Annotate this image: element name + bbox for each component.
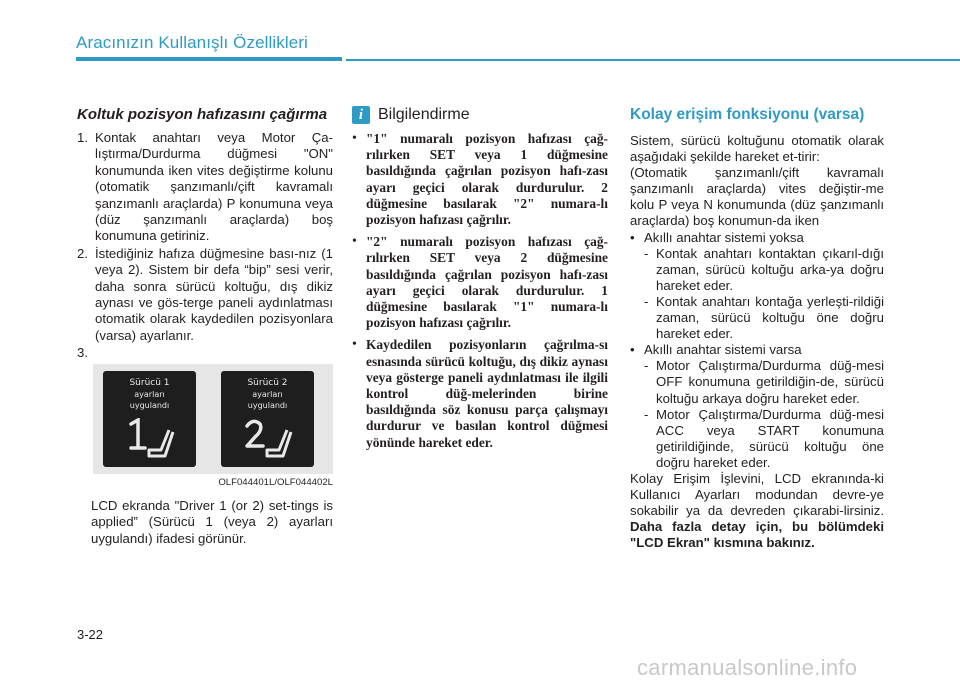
step-3 [77, 345, 333, 361]
seat-memory-title: Koltuk pozisyon hafızasını çağırma [77, 106, 328, 123]
sub-item [644, 407, 884, 471]
lcd-caption: LCD ekranda "Driver 1 (or 2) set-tings is applied” (Sürücü 1 (veya 2) ayarları uygulandı) ifadesi görünür. [91, 497, 333, 546]
sub-dash: - [644, 406, 649, 422]
bullet-text: Akıllı anahtar sistemi yoksa [644, 229, 804, 245]
info-bullet [352, 234, 608, 331]
sub-item [644, 294, 884, 342]
step-number: 2. [77, 245, 88, 261]
info-bullet-text: "2" numaralı pozisyon hafızası çağ-rılırken SET veya 2 düğmesine basıldığında çağrılan pozisyon hafı-zası ayarı geçici olarak durdurulur. 1 düğmesine basılarak "1" numara-lı pozisyon hafızası çağrılır. [366, 234, 608, 331]
info-icon: i [352, 106, 370, 124]
bullet-text: Akıllı anahtar sistemi varsa [644, 342, 802, 358]
sub-text: Motor Çalıştırma/Durdurma düğ-mesi OFF konumuna getirildiğin-de, sürücü koltuğu arkaya doğru hareket eder. [656, 358, 884, 406]
step-number: 1. [77, 130, 88, 145]
sub-text: Kontak anahtarı kontağa yerleşti-rildiği zaman, sürücü koltuğu öne doğru hareket eder. [656, 293, 884, 342]
column-easy-access [630, 106, 884, 551]
section-header-title: Aracınızın Kullanışlı Özellikleri [76, 33, 308, 52]
lcd-line: ayarları [252, 389, 283, 399]
sub-dash: - [644, 245, 649, 261]
sub-dash: - [644, 358, 649, 374]
bullet-dot: • [630, 229, 635, 245]
bullet-dot: • [352, 337, 357, 353]
lcd-line: Sürücü 2 [247, 377, 288, 388]
header-rule-thick [76, 57, 342, 61]
lcd-line: ayarları [134, 389, 165, 399]
step-1 [77, 130, 333, 245]
bullet-dot: • [352, 131, 357, 146]
sub-dash: - [644, 293, 649, 309]
image-code: OLF044401L/OLF044402L [218, 476, 333, 488]
closing-bold-text: Daha fazla detay için, bu bölümdeki "LCD Ekran" kısmına bakınız. [630, 519, 884, 551]
lcd-illustration [93, 364, 333, 474]
info-header [352, 106, 608, 124]
lcd-line: uygulandı [129, 400, 170, 410]
closing-text: Kolay Erişim İşlevini, LCD ekranında-ki Kullanıcı Ayarları modundan devre-ye sokabilir ya da devreden çıkarabi-lirsiniz. [630, 470, 884, 519]
easy-access-title: Kolay erişim fonksiyonu (varsa) [630, 106, 865, 123]
step-text [95, 345, 333, 361]
info-bullet [352, 337, 608, 450]
sub-item [644, 358, 884, 406]
lcd-line: Sürücü 1 [129, 377, 170, 388]
bullet-dot: • [630, 342, 635, 358]
step-2 [77, 246, 333, 344]
seat-2-icon [243, 418, 295, 462]
bullet-dot: • [352, 234, 357, 250]
info-bullet-text: Kaydedilen pozisyonların çağrılma-sı esnasında sürücü koltuğu, dış dikiz aynası veya gösterge paneli aydınlatması ile ilgili kontrol düğ-melerinden birine basıldığında söz konusu parça çalışmayı durdurur ve basılan kontrol düğmesi yönünde hareket eder. [366, 337, 608, 450]
sub-text: Kontak anahtarı kontaktan çıkarıl-dığı zaman, sürücü koltuğu arka-ya doğru hareket eder. [656, 245, 884, 293]
column-info [352, 106, 608, 457]
step-text: Kontak anahtarı veya Motor Ça-lıştırma/Durdurma düğmesi "ON" konumunda iken vites değiştirme kolunu (otomatik şanzımanlı/çift kavramalı şanzımanlı araçlarda) P konumuna veya (düz şanzımanlı araçlarda) boş konumuna getiriniz. [95, 130, 333, 244]
sub-text: Motor Çalıştırma/Durdurma düğ-mesi ACC veya START konumuna getirildiğinde, sürücü koltuğu öne doğru hareket eder. [656, 406, 884, 470]
info-bullet [352, 131, 608, 228]
lcd-line: uygulandı [247, 400, 288, 410]
step-number: 3. [77, 345, 88, 361]
seat-1-icon [125, 418, 177, 462]
column-seat-memory [77, 106, 333, 560]
bullet-smart-key [630, 342, 884, 358]
lcd-driver-2 [221, 371, 314, 467]
bullet-no-smart-key [630, 230, 884, 246]
sub-item [644, 246, 884, 294]
info-bullet-text: "1" numaralı pozisyon hafızası çağ-rılırken SET veya 1 düğmesine basıldığında çağrılan pozisyon hafı-zası ayarı geçici olarak durdurulur. 2 düğmesine basılarak "2" numara-lı pozisyon hafızası çağrılır. [366, 131, 608, 228]
easy-access-closing [630, 471, 884, 551]
watermark: carmanualsonline.info [637, 655, 858, 680]
step-text: İstediğiniz hafıza düğmesine bası-nız (1 veya 2). Sistem bir defa “bip” sesi verir, daha sonra sürücü koltuğu, dış dikiz aynası ve gös-terge paneli aydınlatması otomatik olarak kaydedilen pozisyonlara (varsa) ayarlanır. [95, 245, 333, 343]
page-number: 3-22 [77, 627, 104, 642]
header-rule-thin [346, 59, 960, 61]
lcd-driver-1 [103, 371, 196, 467]
easy-access-condition: (Otomatik şanzımanlı/çift kavramalı şanzımanlı araçlarda) vites değiştir-me kolu P veya N konumunda (düz şanzımanlı araçlarda) boş konumun-da iken [630, 165, 884, 229]
easy-access-intro: Sistem, sürücü koltuğunu otomatik olarak aşağıdaki şekilde hareket et-tirir: [630, 133, 884, 165]
info-title: Bilgilendirme [378, 106, 470, 123]
